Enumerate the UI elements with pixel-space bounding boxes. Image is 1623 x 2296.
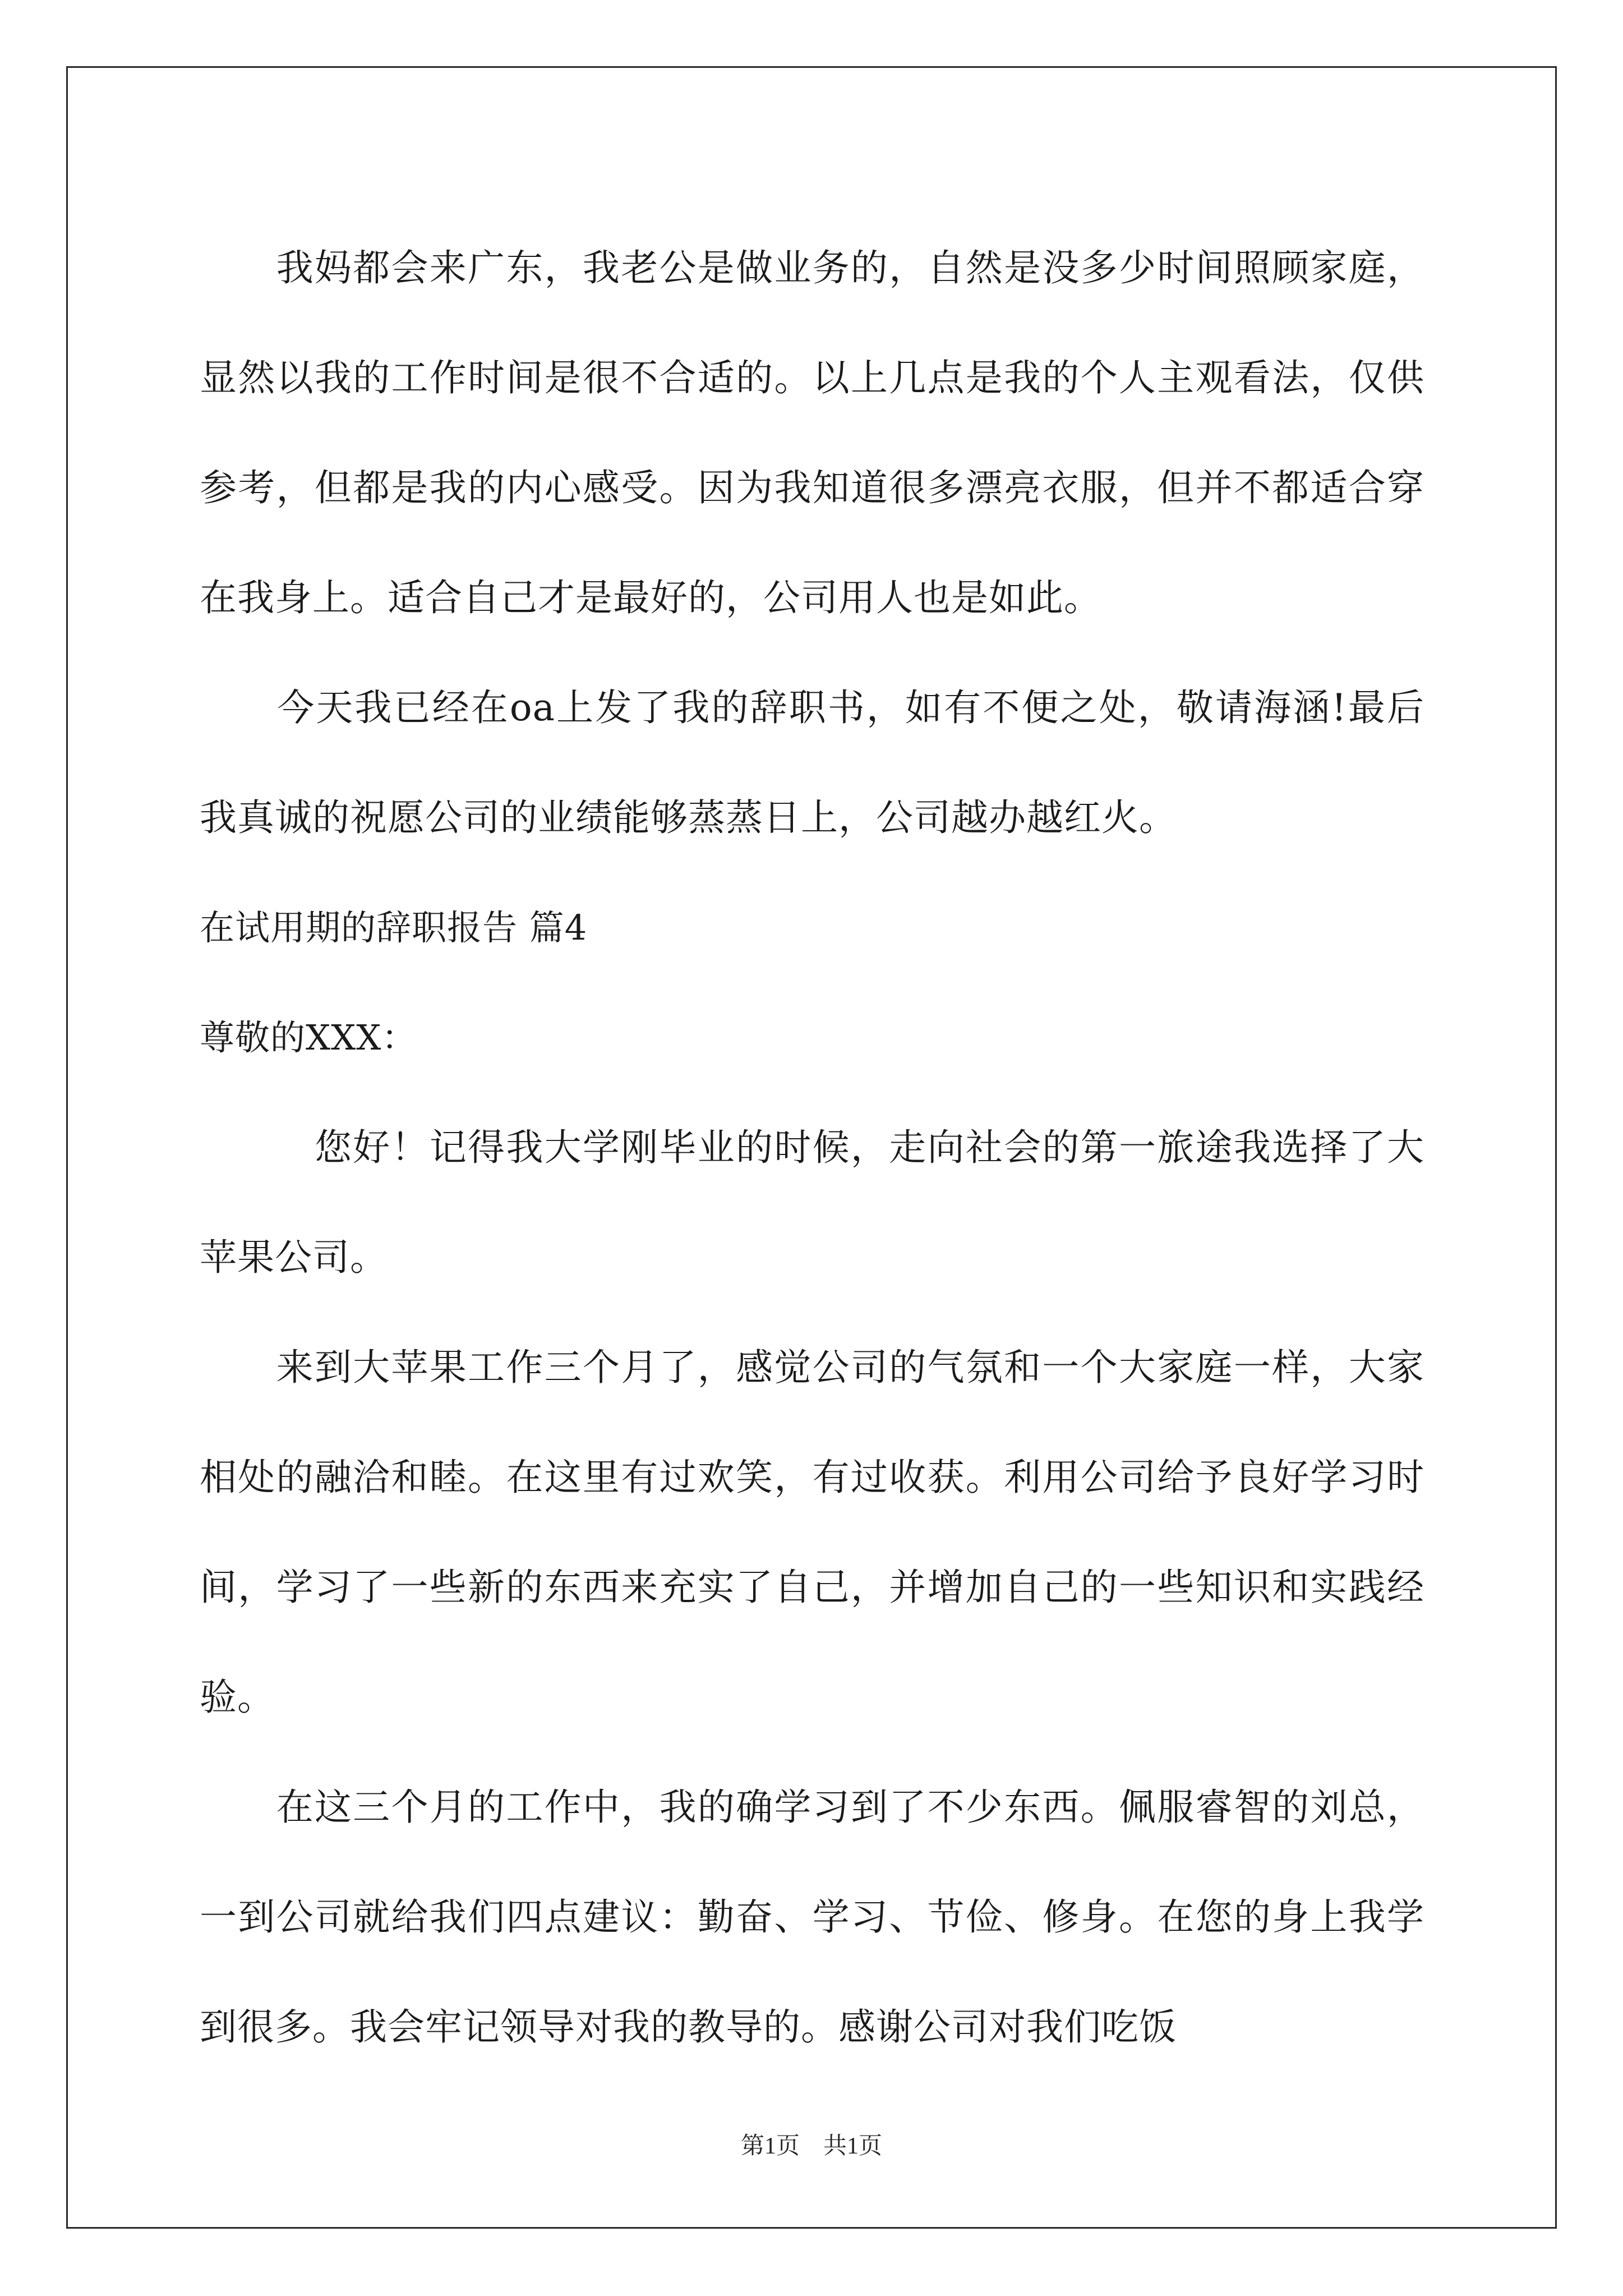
paragraph-family-reason: 我妈都会来广东，我老公是做业务的，自然是没多少时间照顾家庭，显然以我的工作时间是很不合适的。以上几点是我的个人主观看法，仅供参考，但都是我的内心感受。因为我知道很多漂亮衣服，但并不都适合穿在我身上。适合自己才是最好的，公司用人也是如此。 — [200, 246, 1424, 619]
salutation: 尊敬的XXX： — [200, 1017, 417, 1058]
paragraph-greeting: 您好！记得我大学刚毕业的时候，走向社会的第一旅途我选择了大苹果公司。 — [200, 1126, 1424, 1279]
paragraph-three-months: 来到大苹果工作三个月了，感觉公司的气氛和一个大家庭一样，大家相处的融洽和睦。在这里有过欢笑，有过收获。利用公司给予良好学习时间，学习了一些新的东西来充实了自己，并增加自己的一些知识和实践经验。 — [200, 1346, 1424, 1719]
section-title: 在试用期的辞职报告 篇4 — [200, 907, 588, 948]
document-body — [200, 213, 1424, 2082]
paragraph-resignation-submitted: 今天我已经在oa上发了我的辞职书，如有不便之处，敬请海涵!最后我真诚的祝愿公司的业绩能够蒸蒸日上，公司越办越红火。 — [200, 686, 1424, 839]
paragraph-learning: 在这三个月的工作中，我的确学习到了不少东西。佩服睿智的刘总，一到公司就给我们四点建议：勤奋、学习、节俭、修身。在您的身上我学到很多。我会牢记领导对我的教导的。感谢公司对我们吃饭 — [200, 1786, 1424, 2049]
page-footer: 第1页 共1页 — [740, 2133, 882, 2159]
